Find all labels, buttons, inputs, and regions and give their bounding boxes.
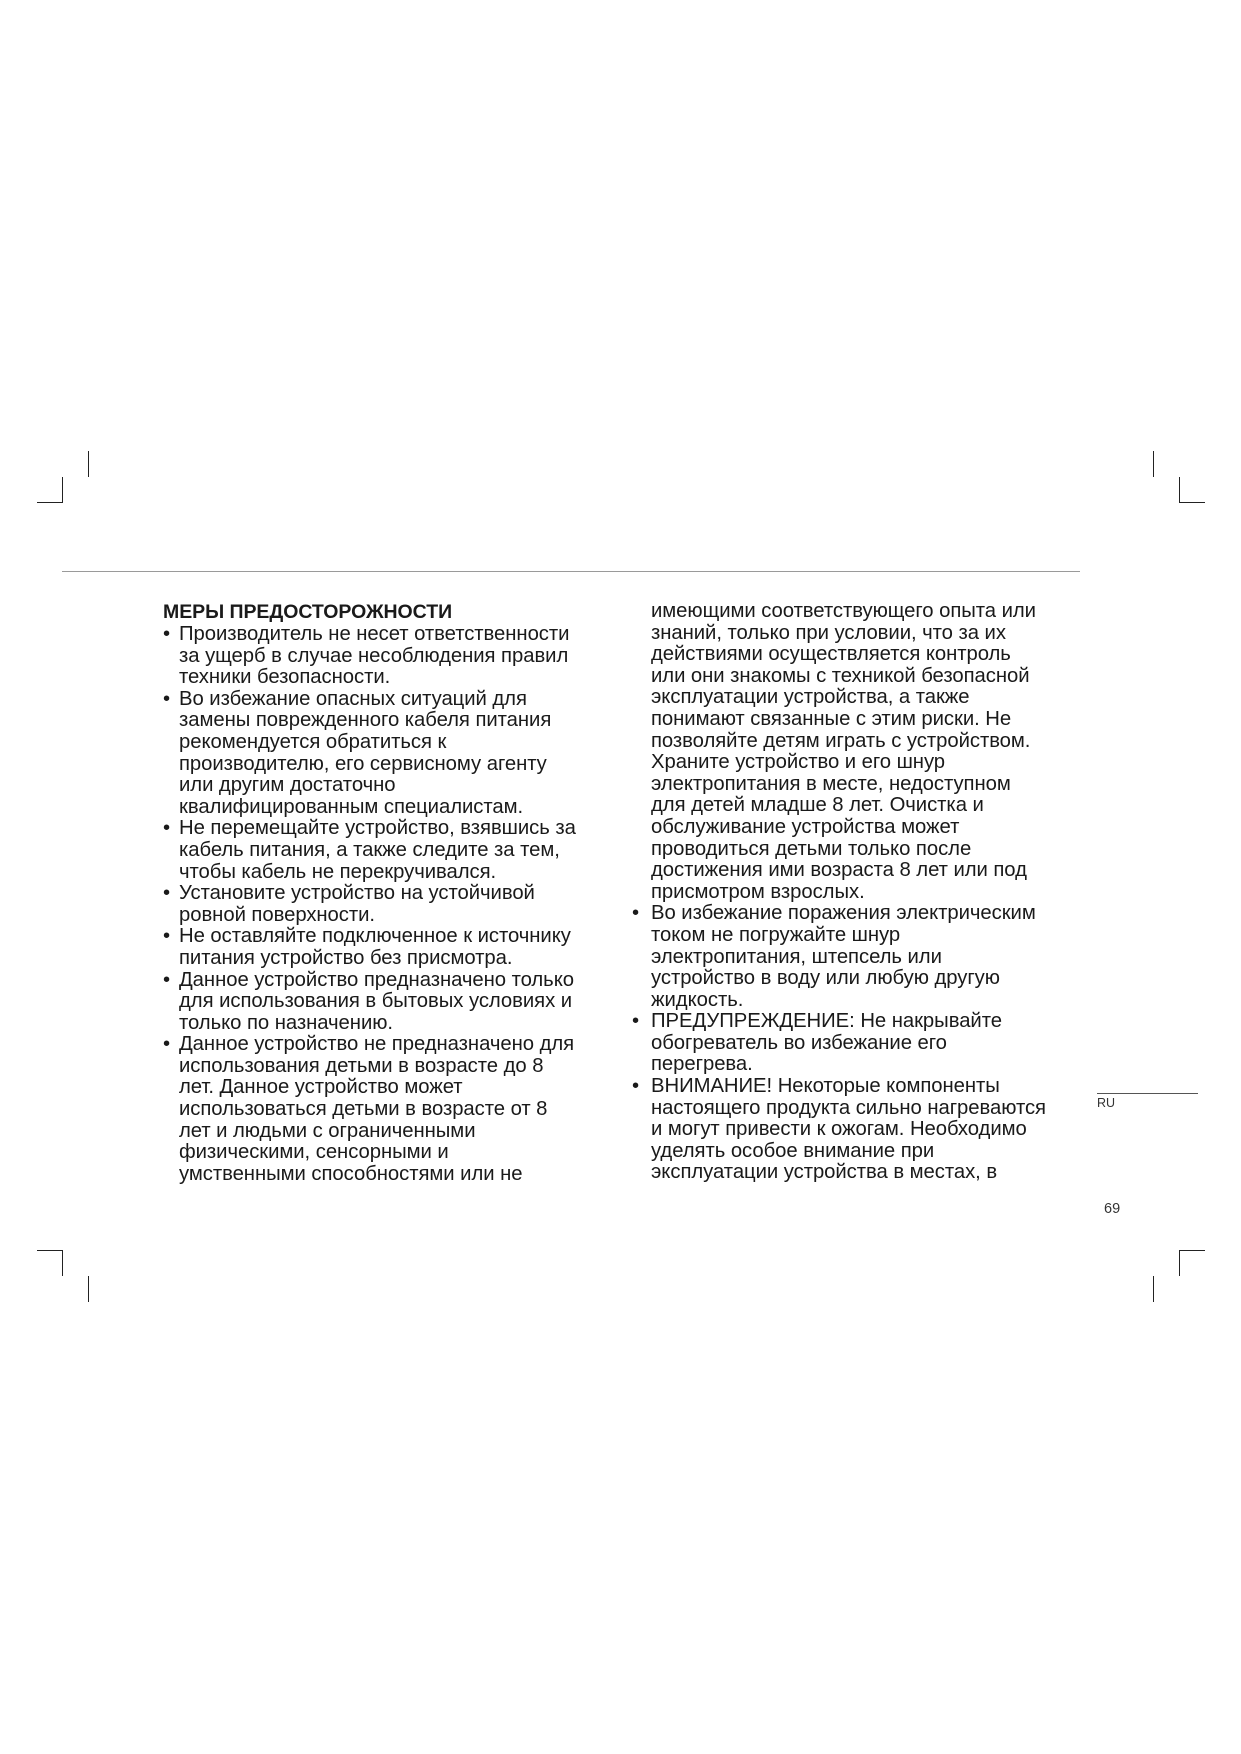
bullet-icon: • (632, 1010, 640, 1033)
text-line: присмотром взрослых. (651, 880, 865, 903)
text-line: электропитания в месте, недоступном (651, 772, 1011, 795)
text-line: позволяйте детям играть с устройством. (651, 729, 1031, 752)
text-line: использоваться детьми в возрасте от 8 (179, 1098, 548, 1121)
continued-paragraph (632, 601, 1084, 903)
list-item (632, 1011, 1084, 1076)
header-rule (62, 571, 1080, 572)
crop-mark (1179, 1250, 1180, 1276)
text-line: достижения ими возраста 8 лет или под (651, 859, 1027, 882)
bullet-icon: • (632, 1075, 640, 1098)
list-item (163, 926, 623, 969)
text-line: умственными способностями или не (179, 1162, 523, 1185)
text-line: производителю, его сервисному агенту (179, 752, 547, 775)
list-item (163, 818, 623, 883)
right-column (632, 601, 1084, 1184)
section-title: МЕРЫ ПРЕДОСТОРОЖНОСТИ (163, 601, 453, 623)
crop-mark (62, 477, 63, 503)
text-line: и могут привести к ожогам. Необходимо (651, 1118, 1027, 1141)
text-line: Данное устройство предназначено только (179, 968, 574, 991)
text-line: лет и людьми с ограниченными (179, 1119, 476, 1142)
text-line: Производитель не несет ответственности (179, 623, 570, 645)
bullet-icon: • (163, 925, 171, 948)
text-line: Установите устройство на устойчивой (179, 882, 535, 905)
left-bullet-list (163, 624, 623, 1185)
list-item (632, 903, 1084, 1011)
text-line: кабель питания, а также следите за тем, (179, 838, 560, 861)
left-column (163, 601, 623, 1185)
text-line: Данное устройство не предназначено для (179, 1033, 575, 1056)
text-line: настоящего продукта сильно нагреваются (651, 1096, 1046, 1119)
text-line: уделять особое внимание при (651, 1139, 935, 1162)
text-line: знаний, только при условии, что за их (651, 621, 1006, 644)
text-line: или они знакомы с техникой безопасной (651, 664, 1030, 687)
text-line: или другим достаточно (179, 774, 396, 797)
text-line: электропитания, штепсель или (651, 945, 942, 968)
bullet-icon: • (163, 623, 171, 645)
bullet-icon: • (163, 882, 171, 905)
crop-mark (1179, 502, 1205, 503)
text-line: обогреватель во избежание его (651, 1031, 947, 1054)
crop-mark (37, 502, 63, 503)
crop-mark (1153, 451, 1154, 477)
bullet-icon: • (163, 1033, 171, 1056)
text-line: эксплуатации устройства, а также (651, 686, 970, 709)
text-line: Не перемещайте устройство, взявшись за (179, 817, 576, 840)
crop-mark (37, 1250, 63, 1251)
text-line: для использования в бытовых условиях и (179, 990, 573, 1013)
text-line: Храните устройство и его шнур (651, 751, 946, 774)
crop-mark (88, 1276, 89, 1302)
text-line: квалифицированным специалистам. (179, 795, 524, 818)
language-label: RU (1097, 1096, 1116, 1110)
text-line: ПРЕДУПРЕЖДЕНИЕ: Не накрывайте (651, 1010, 1002, 1033)
text-line: питания устройство без присмотра. (179, 946, 513, 969)
page-number: 69 (1104, 1201, 1121, 1217)
list-item (163, 689, 623, 819)
text-line: имеющими соответствующего опыта или (651, 600, 1036, 622)
text-line: ровной поверхности. (179, 903, 375, 926)
crop-mark (1179, 477, 1180, 503)
text-line: использования детьми в возрасте до 8 (179, 1054, 544, 1077)
bullet-icon: • (163, 817, 171, 840)
text-line: перегрева. (651, 1053, 753, 1076)
language-tab-rule (1097, 1093, 1198, 1094)
text-line: рекомендуется обратиться к (179, 730, 447, 753)
text-line: устройство в воду или любую другую (651, 967, 1000, 990)
text-line: током не погружайте шнур (651, 923, 901, 946)
text-line: действиями осуществляется контроль (651, 643, 1011, 666)
text-line: ВНИМАНИЕ! Некоторые компоненты (651, 1075, 1000, 1098)
text-line: лет. Данное устройство может (179, 1076, 463, 1099)
crop-mark (1179, 1250, 1205, 1251)
text-line: физическими, сенсорными и (179, 1141, 449, 1164)
bullet-icon: • (163, 687, 171, 710)
list-item (163, 1034, 623, 1185)
crop-mark (88, 451, 89, 477)
text-line: техники безопасности. (179, 666, 391, 689)
text-line: Не оставляйте подключенное к источнику (179, 925, 571, 948)
list-item (163, 624, 623, 689)
list-item (632, 1076, 1084, 1184)
text-line: за ущерб в случае несоблюдения правил (179, 644, 569, 667)
text-line: проводиться детьми только после (651, 837, 972, 860)
crop-mark (62, 1250, 63, 1276)
text-line: понимают связанные с этим риски. Не (651, 707, 1012, 730)
text-line: замены поврежденного кабеля питания (179, 709, 552, 732)
text-line: Во избежание опасных ситуаций для (179, 687, 527, 710)
list-item (163, 970, 623, 1035)
text-line: только по назначению. (179, 1011, 393, 1034)
text-line: Во избежание поражения электрическим (651, 902, 1036, 925)
crop-mark (1153, 1276, 1154, 1302)
text-line: для детей младше 8 лет. Очистка и (651, 794, 984, 817)
text-line: чтобы кабель не перекручивался. (179, 860, 497, 883)
bullet-icon: • (632, 902, 640, 925)
bullet-icon: • (163, 968, 171, 991)
text-line: обслуживание устройства может (651, 815, 960, 838)
text-line: жидкость. (651, 988, 744, 1011)
list-item (163, 883, 623, 926)
text-line: эксплуатации устройства в местах, в (651, 1161, 998, 1184)
right-bullet-list (632, 903, 1084, 1184)
